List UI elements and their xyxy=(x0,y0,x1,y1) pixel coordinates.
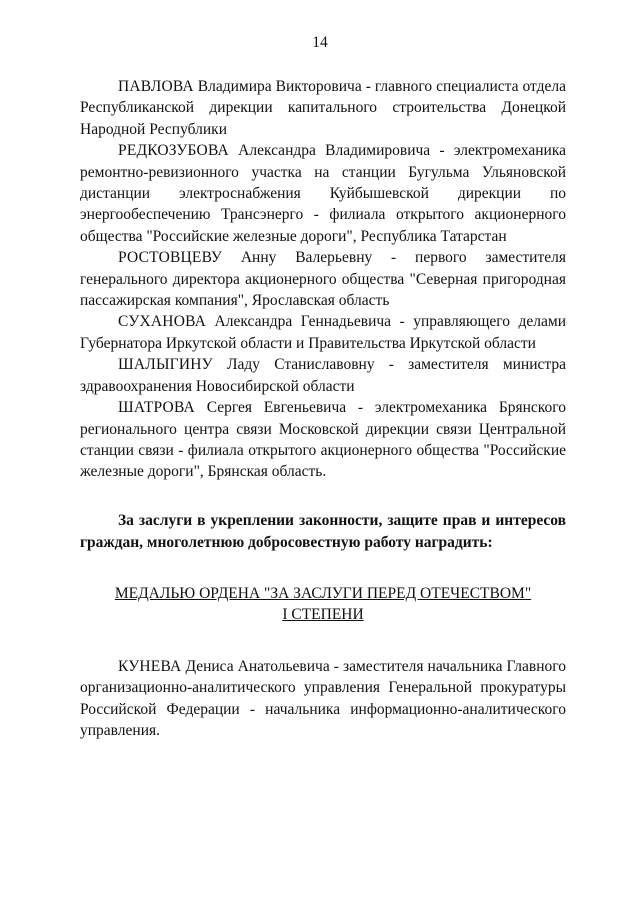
recipient-surname: КУНЕВА xyxy=(118,657,182,675)
recipient-paragraph xyxy=(80,140,566,247)
recipient-details: Анну Валерьевну - первого заместителя генерального директора акционерного общества "Северная пригородная пассажирская компания", Ярославская область xyxy=(80,249,566,310)
recipient-details: Александра Геннадьевича - управляющего делами Губернатора Иркутской области и Правительства Иркутской области xyxy=(80,313,566,352)
recipient-paragraph xyxy=(80,397,566,483)
recipient-surname: РОСТОВЦЕВУ xyxy=(118,249,223,267)
recipient-surname: РЕДКОЗУБОВА xyxy=(118,142,229,160)
recipient-details: Владимира Викторовича - главного специалиста отдела Республиканской дирекции капитального строительства Донецкой Народной Республики xyxy=(80,78,566,138)
award-title-line-1: МЕДАЛЬЮ ОРДЕНА "ЗА ЗАСЛУГИ ПЕРЕД ОТЕЧЕСТВОМ" xyxy=(114,584,532,602)
recipient-paragraph xyxy=(80,354,566,397)
decree-statement: За заслуги в укреплении законности, защите прав и интересов граждан, многолетнюю добросовестную работу наградить: xyxy=(80,511,566,552)
recipient-details: Ладу Станиславовну - заместителя министра здравоохранения Новосибирской области xyxy=(80,356,566,395)
recipient-paragraph xyxy=(80,311,566,354)
recipient-details: Сергея Евгеньевича - электромеханика Брянского регионального центра связи Московской дирекции связи Центральной станции связи - филиала открытого акционерного общества "Российские железные дороги", Брянская область. xyxy=(80,399,566,481)
recipient-paragraph xyxy=(80,76,566,140)
recipient-details: Дениса Анатольевича - заместителя начальника Главного организационно-аналитического управления Генеральной прокуратуры Российской Федерации - начальника информационно-аналитического управления. xyxy=(80,657,566,739)
award-title xyxy=(80,583,566,626)
recipient-details: Александра Владимировича - электромеханика ремонтно-ревизионного участка на станции Бугульма Ульяновской дистанции электроснабжения Куйбышевской дирекции по энергообеспечению Трансэнерго - филиала открытого акционерного общества "Российские железные дороги", Республика Татарстан xyxy=(80,142,566,245)
recipient-surname: ПАВЛОВА xyxy=(118,78,194,95)
document-body xyxy=(80,76,566,741)
award-title-line-2: I СТЕПЕНИ xyxy=(282,606,364,624)
recipient-surname: ШАТРОВА xyxy=(118,399,195,417)
final-recipient-paragraph xyxy=(80,656,566,742)
page-number: 14 xyxy=(312,34,328,51)
recipient-surname: ШАЛЫГИНУ xyxy=(118,356,213,374)
recipient-paragraph xyxy=(80,247,566,311)
recipient-surname: СУХАНОВА xyxy=(118,313,207,331)
